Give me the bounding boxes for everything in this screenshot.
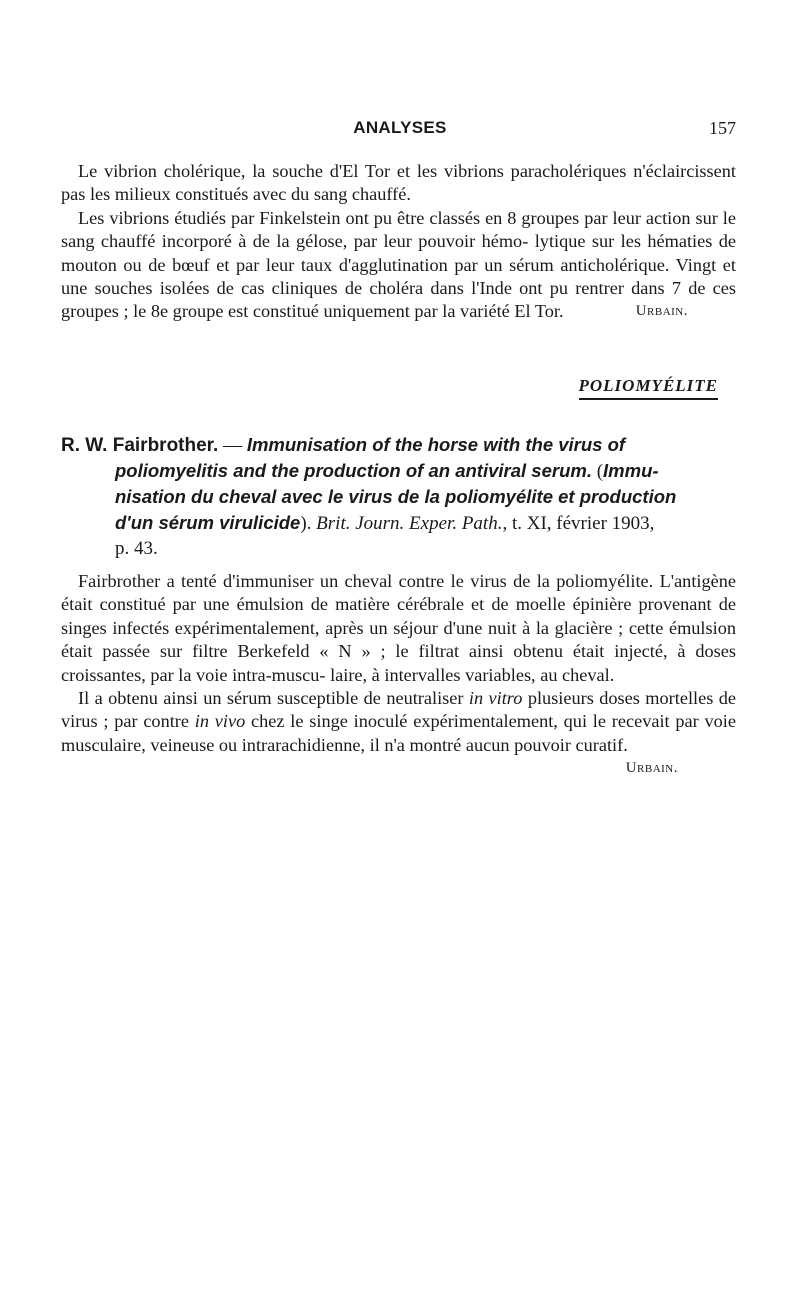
running-header <box>60 118 740 144</box>
previous-review <box>61 160 736 324</box>
text-line: Les vibrions étudiés par Finkelstein ont pu être classés en 8 groupes par <box>78 207 608 228</box>
text-line: choléra dans l'Inde ont pu rentrer dans 7 de ces groupes ; le 8e groupe est <box>61 278 736 322</box>
latin-term: in vitro <box>468 688 523 709</box>
reference-title-en: poliomyelitis and the production of an antiviral serum. <box>115 460 592 481</box>
reference-journal: Brit. Journ. Exper. Path. <box>316 513 503 534</box>
reference-author: R. W. Fairbrother. <box>61 435 219 456</box>
review-body <box>61 570 736 781</box>
reference-dash: — <box>223 435 243 456</box>
text-line: aucun pouvoir curatif. <box>465 734 628 755</box>
reference-paren: ). <box>300 513 312 534</box>
text-line: Fairbrother a tenté d'immuniser un cheval contre le virus de la poliomyélite. <box>78 571 654 591</box>
text-line: leur action sur le sang chauffé incorporé à de la gélose, par leur pouvoir hémo- <box>61 207 736 252</box>
page-number: 157 <box>709 118 736 138</box>
section-heading: POLIOMYÉLITE <box>579 376 719 400</box>
text-line: chez le singe inoculé expérimentalement, <box>251 711 558 732</box>
text-line: qui le recevait par voie musculaire, veineuse ou intrarachidienne, il n'a montré <box>61 711 736 755</box>
reference-paren: ( <box>596 461 604 482</box>
text-line: mortelles de virus ; par contre <box>61 688 736 732</box>
paragraph <box>61 207 736 324</box>
reference-pages: p. 43. <box>115 538 158 559</box>
text-line: épinière provenant de singes infectés expérimentalement, après un séjour d'une <box>61 594 736 638</box>
text-line: plusieurs doses <box>527 688 640 709</box>
reference-citation: , t. XI, février 1903, <box>502 513 655 534</box>
paragraph <box>61 687 736 777</box>
reference-title-fr: Immu- <box>603 460 659 481</box>
header-title: ANALYSES <box>353 118 447 137</box>
paragraph <box>61 570 736 687</box>
reference-title-en: Immunisation of the horse with the virus of <box>246 434 626 455</box>
reference-title-fr: nisation du cheval avec le virus de la poliomyélite et production <box>115 486 677 507</box>
text-line: Il a obtenu ainsi un sérum susceptible de neutraliser <box>78 688 464 709</box>
text-line: nuit à la glacière ; cette émulsion était passée sur filtre Berkefeld « N » ; <box>61 617 736 662</box>
text-line: n'éclaircissent pas les milieux constitués avec du sang chauffé. <box>61 161 736 205</box>
text-line: le filtrat ainsi obtenu était injecté, à doses croissantes, par la voie intra-muscu- <box>61 641 736 685</box>
bibliographic-reference <box>61 432 736 561</box>
text-line: constitué uniquement par la variété El Tor. <box>252 301 564 322</box>
text-line: lytique sur les hématies de mouton ou de bœuf et par leur taux d'agglutination <box>61 231 737 275</box>
text-line: L'antigène était constitué par une émulsion de matière cérébrale et de moelle <box>61 571 736 615</box>
text-line: Le vibrion cholérique, la souche d'El Tor et les vibrions paracholériques <box>78 161 627 181</box>
reviewer-signature: Urbain. <box>635 303 688 320</box>
reviewer-signature: Urbain. <box>625 760 678 777</box>
latin-term: in vivo <box>194 711 246 732</box>
text-line: par un sérum anticholérique. Vingt et une souches isolées de cas cliniques de <box>61 254 736 299</box>
paragraph <box>61 160 736 207</box>
reference-title-fr: d'un sérum virulicide <box>115 512 301 533</box>
text-line: laire, à intervalles variables, au cheval. <box>330 664 615 685</box>
